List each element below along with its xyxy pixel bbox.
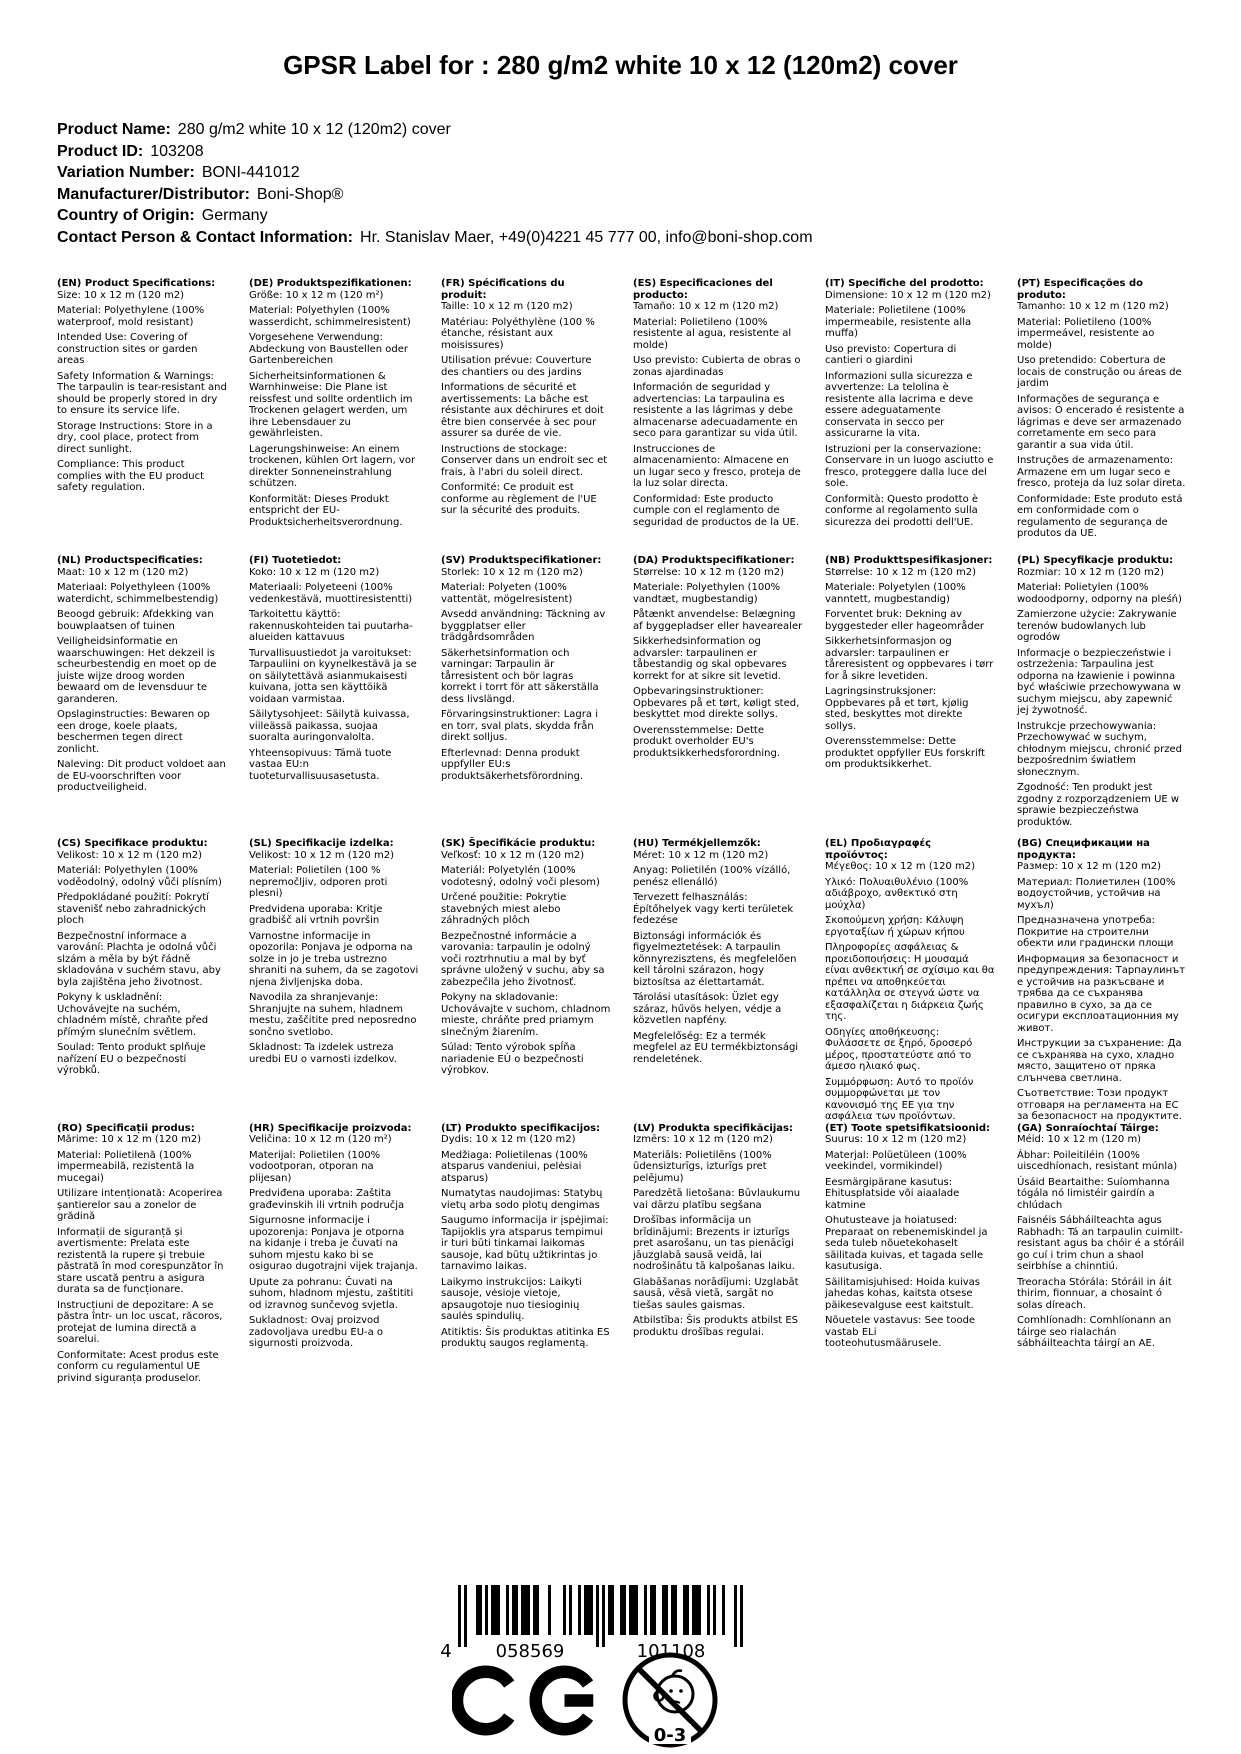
spec-paragraph: Paredzētā lietošana: Būvlaukumu vai dārzu platību segšana: [633, 1188, 801, 1211]
spec-paragraph: Méid: 10 x 12 m (120 m): [1017, 1134, 1142, 1145]
info-value: BONI-441012: [201, 164, 300, 181]
spec-paragraph: Velikost: 10 x 12 m (120 m2): [249, 849, 394, 861]
spec-paragraph: Tamaño: 10 x 12 m (120 m2): [633, 301, 779, 312]
info-label: Variation Number:: [57, 164, 195, 181]
spec-paragraph: Съответствие: Този продукт отговаря на регламента на ЕС за безопасност на продуктите.: [1017, 1088, 1182, 1122]
spec-paragraph: Matériau: Polyéthylène (100 % étanche, résistant aux moisissures): [441, 316, 595, 351]
spec-paragraph: Πληροφορίες ασφάλειας & προειδοποιήσεις: Η μουσαμά είναι ανθεκτική σε σχίσιμο και θα πρέπει να αποθηκεύεται κατάλληλα σε στεγνά ώστε να εξασφαλίζεται η διάρκεια ζωής της.: [825, 942, 995, 1022]
spec-paragraph: Zamierzone użycie: Zakrywanie terenów budowlanych lub ogrodów: [1017, 609, 1177, 643]
language-block-header: (SK) Špecifikácie produktu:: [441, 838, 596, 849]
spec-paragraph: Tervezett felhasználás: Építőhelyek vagy kerti területek fedezése: [633, 892, 794, 926]
spec-paragraph: Ohutusteave ja hoiatused: Preparaat on rebenemiskindel ja seda tuleb nõuetekohaselt säilitada kuivas, et tagada selle kasutusiga.: [825, 1215, 988, 1272]
spec-paragraph: Taille: 10 x 12 m (120 m2): [441, 301, 573, 312]
info-line: [57, 141, 1201, 163]
spec-paragraph: Material: Polietileno (100% resistente al agua, resistente al molde): [633, 316, 792, 351]
spec-paragraph: Beoogd gebruik: Afdekking van bouwplaatsen of tuinen: [57, 609, 214, 632]
age-warning-0-3-icon: [620, 1648, 720, 1752]
spec-paragraph: Materiale: Polyethylen (100% vandtæt, mugbestandig): [633, 582, 781, 605]
age-warning-label: 0-3: [653, 1725, 687, 1746]
spec-paragraph: Overensstemmelse: Dette produkt overholder EU's produktsikkerhedsforordning.: [633, 724, 781, 759]
language-block-es: [633, 278, 803, 555]
language-block-header: (HU) Termékjellemzők:: [633, 838, 761, 849]
spec-paragraph: Materjal: Polüetüleen (100% veekindel, vormikindel): [825, 1149, 967, 1172]
spec-paragraph: Informations de sécurité et avertissements: La bâche est résistante aux déchirures et doit être bien conservée à sec pour assurer sa durée de vie.: [441, 382, 604, 439]
spec-paragraph: Conformitate: Acest produs este conform cu regulamentul UE privind siguranța produselor.: [57, 1349, 219, 1384]
spec-paragraph: Materiale: Polietilene (100% impermeabile, resistente alla muffa): [825, 305, 972, 339]
language-block-pt: [1017, 278, 1187, 555]
spec-paragraph: Materiál: Polyetylén (100% vodotesný, odolný voči plesom): [441, 865, 600, 888]
spec-paragraph: Förvaringsinstruktioner: Lagra i en torr, sval plats, skydda från direkt solljus.: [441, 709, 598, 743]
spec-paragraph: Tarkoitettu käyttö: rakennuskohteiden tai puutarha-alueiden kattavuus: [249, 609, 413, 643]
spec-paragraph: Säilitamisjuhised: Hoida kuivas jahedas kohas, kaitsta otsese päikesevalguse eest kaitstult.: [825, 1276, 981, 1311]
spec-paragraph: Efterlevnad: Denna produkt uppfyller EU:s produktsäkerhetsförordning.: [441, 747, 584, 782]
spec-paragraph: Overensstemmelse: Dette produktet oppfyller EUs forskrift om produktsikkerhet.: [825, 736, 986, 770]
language-block-it: [825, 278, 995, 555]
spec-paragraph: Safety Information & Warnings: The tarpaulin is tear-resistant and should be properly stored in dry to ensure its service life.: [57, 370, 227, 416]
spec-paragraph: Atbilstība: Šis produkts atbilst ES produktu drošības regulai.: [633, 1315, 799, 1338]
spec-paragraph: Sicherheitsinformationen & Warnhinweise: Die Plane ist reissfest und sollte ordentlich im Trockenen gelagert werden, um ihre Lebensdauer zu gewährleisten.: [249, 370, 413, 439]
spec-paragraph: Materiale: Polyetylen (100% vanntett, mugbestandig): [825, 582, 966, 605]
language-block-bg: [1017, 838, 1187, 1123]
info-line: [57, 119, 1201, 141]
language-block-header: (DA) Produktspecifikationer:: [633, 555, 795, 566]
language-block-header: (PT) Especificações do produto:: [1017, 278, 1143, 301]
spec-paragraph: Veiligheidsinformatie en waarschuwingen: Het dekzeil is scheurbestendig en moet op de juiste wijze droog worden bewaard om de levensduur te garanderen.: [57, 636, 217, 705]
info-label: Product Name:: [57, 121, 171, 138]
spec-paragraph: Säilytysohjeet: Säilytä kuivassa, viileässä paikassa, suojaa suoralta auringonvalolta.: [249, 709, 410, 743]
spec-paragraph: Størrelse: 10 x 12 m (120 m2): [825, 566, 977, 578]
info-line: [57, 205, 1201, 227]
language-block-de: [249, 278, 419, 555]
spec-paragraph: Yhteensopivuus: Tämä tuote vastaa EU:n tuoteturvallisuusasetusta.: [249, 747, 392, 782]
spec-paragraph: Turvallisuustiedot ja varoitukset: Tarpauliini on kyynelkestävä ja se on säilytettävä asianmukaisesti kuivana, jotta sen käyttöikä voidaan varmistaa.: [249, 647, 417, 705]
language-block-pl: [1017, 555, 1187, 838]
language-block-el: [825, 838, 995, 1123]
spec-paragraph: Upute za pohranu: Čuvati na suhom, hladnom mjestu, zaštititi od izravnog sunčevog svjetla.: [249, 1276, 414, 1311]
spec-paragraph: Påtænkt anvendelse: Belægning af byggepladser eller havearealer: [633, 609, 803, 632]
info-value: Boni-Shop®: [256, 185, 344, 203]
spec-paragraph: Instructions de stockage: Conserver dans un endroit sec et frais, à l'abri du soleil direct.: [441, 443, 608, 478]
info-label: Manufacturer/Distributor:: [57, 185, 250, 203]
spec-paragraph: Utilisation prévue: Couverture des chantiers ou des jardins: [441, 355, 592, 378]
language-block-header: (LV) Produkta specifikācijas:: [633, 1122, 793, 1134]
language-block-sk: [441, 838, 611, 1123]
spec-paragraph: Navodila za shranjevanje: Shranjujte na suhem, hladnem mestu, zaščitite pred neposredno sončno svetlobo.: [249, 992, 417, 1038]
spec-paragraph: Laikymo instrukcijos: Laikyti sausoje, vėsioje vietoje, apsaugotoje nuo tiesioginių saulės spindulių.: [441, 1276, 582, 1322]
spec-paragraph: Material: Polyeten (100% vattentät, mögelresistent): [441, 582, 573, 605]
info-value: Germany: [201, 207, 268, 224]
language-block-header: (PL) Specyfikacje produktu:: [1017, 555, 1174, 566]
spec-paragraph: Utilizare intenționată: Acoperirea șantierelor sau a zonelor de grădină: [57, 1188, 223, 1222]
info-label: Product ID:: [57, 142, 144, 160]
language-block-lv: [633, 1123, 803, 1385]
spec-paragraph: Material: Polietilenă (100% impermeabilă, rezistentă la mucegai): [57, 1149, 195, 1184]
language-block-et: [825, 1123, 995, 1385]
spec-paragraph: Súlad: Tento výrobok spĺňa nariadenie EÚ o bezpečnosti výrobkov.: [441, 1042, 584, 1076]
spec-paragraph: Материал: Полиетилен (100% водоустойчив, устойчив на мухъл): [1017, 876, 1176, 911]
page-title: GPSR Label for : 280 g/m2 white 10 x 12 (120m2) cover: [283, 50, 958, 80]
language-block-lt: [441, 1123, 611, 1385]
spec-paragraph: Materijal: Polietilen (100% vodootporan, otporan na plijesan): [249, 1149, 381, 1184]
spec-paragraph: Tamanho: 10 x 12 m (120 m2): [1017, 301, 1169, 312]
spec-paragraph: Conformidad: Este producto cumple con el reglamento de seguridad de productos de la UE.: [633, 493, 800, 528]
language-block-header: (ET) Toote spetsifikatsioonid:: [825, 1122, 991, 1134]
language-block-sv: [441, 555, 611, 838]
spec-paragraph: Numatytas naudojimas: Statybų vietų arba sodo plotų dengimas: [441, 1188, 603, 1211]
language-block-header: (LT) Produkto specifikacijos:: [441, 1122, 601, 1134]
spec-paragraph: Instrukcje przechowywania: Przechowywać w suchym, chłodnym miejscu, chronić przed bezpośrednim światłem słonecznym.: [1017, 720, 1183, 778]
language-block-header: (FI) Tuotetiedot:: [249, 555, 342, 566]
language-block-nl: [57, 555, 227, 838]
spec-paragraph: Úsáid Beartaithe: Suíomhanna tógála nó limistéir gairdín a chlúdach: [1017, 1176, 1170, 1211]
spec-paragraph: Storlek: 10 x 12 m (120 m2): [441, 566, 583, 578]
spec-paragraph: Material: Polietileno (100% impermeável, resistente ao molde): [1017, 316, 1155, 351]
spec-paragraph: Megfelelőség: Ez a termék megfelel az EU termékbiztonsági rendeletének.: [633, 1030, 799, 1065]
spec-paragraph: Istruzioni per la conservazione: Conservare in un luogo asciutto e fresco, proteggere dalla luce del sole.: [825, 443, 994, 489]
spec-paragraph: Bezpečnostní informace a varování: Plachta je odolná vůči slzám a měla by být řádně skladována v suchém stavu, aby byla zajištěna jeho životnost.: [57, 930, 221, 988]
language-blocks-grid: [57, 278, 1187, 1384]
spec-paragraph: Informações de segurança e avisos: O encerado é resistente a lágrimas e deve ser armazenado corretamente em seco para garantir a sua vida útil.: [1017, 393, 1185, 451]
spec-paragraph: Skladnost: Ta izdelek ustreza uredbi EU o varnosti izdelkov.: [249, 1042, 397, 1065]
spec-paragraph: Информация за безопасност и предупреждения: Тарпаулинът е устойчив на разкъсване и трябва да се съхранява правилно в сухо, за да се осигури експлоатационния му живот.: [1017, 953, 1186, 1034]
spec-paragraph: Treoracha Stórála: Stóráil in áit thirim, fionnuar, a chosaint ó solas díreach.: [1017, 1276, 1172, 1311]
language-block-header: (HR) Specifikacije proizvoda:: [249, 1122, 412, 1134]
spec-paragraph: Säkerhetsinformation och varningar: Tarpaulin är tårresistent och bör lagras korrekt i torrt för att säkerställa dess livslängd.: [441, 647, 599, 705]
spec-paragraph: Avsedd användning: Täckning av byggplatser eller trädgårdsområden: [441, 609, 606, 643]
spec-paragraph: Predviđena uporaba: Zaštita građevinskih ili vrtnih područja: [249, 1188, 405, 1211]
spec-paragraph: Предназначена употреба: Покритие на строителни обекти или градински площи: [1017, 915, 1174, 949]
spec-paragraph: Velikost: 10 x 12 m (120 m2): [57, 849, 202, 861]
spec-paragraph: Eesmärgipärane kasutus: Ehitusplatside või aiaalade katmine: [825, 1176, 960, 1211]
spec-paragraph: Tárolási utasítások: Üzlet egy száraz, hűvös helyen, védje a közvetlen napfény.: [633, 992, 782, 1026]
ce-mark-icon: [452, 1663, 602, 1738]
spec-paragraph: Bezpečnostné informácie a varovania: tarpaulin je odolný voči roztrhnutiu a mal by byť správne uložený v suchu, aby sa zabezpečila jeho životnosť.: [441, 930, 605, 988]
spec-paragraph: Инструкции за съхранение: Да се съхранява на сухо, хладно място, защитено от пряка слънчева светлина.: [1017, 1038, 1182, 1084]
language-block-header: (EN) Product Specifications:: [57, 278, 216, 289]
spec-paragraph: Υλικό: Πολυαιθυλένιο (100% αδιάβροχο, ανθεκτικό στη μούχλα): [825, 876, 969, 911]
spec-paragraph: Drošības informācija un brīdinājumi: Brezents ir izturīgs pret asarošanu, un tas pienācīgi jāuzglabā sausā veidā, lai nodrošinātu tā kalpošanas laiku.: [633, 1215, 795, 1272]
language-block-header: (SV) Produktspecifikationer:: [441, 555, 602, 566]
spec-paragraph: Medžiaga: Polietilenas (100% atsparus vandeniui, pelėsiai atsparus): [441, 1149, 588, 1184]
barcode-digits-left: 058569: [495, 1641, 565, 1662]
language-block-en: [57, 278, 227, 555]
barcode-digits-right: 101108: [636, 1641, 706, 1662]
spec-paragraph: Biztonsági információk és figyelmeztetések: A tarpaulin könnyrezisztens, és megfelelően kell tárolni szárazon, hogy biztosítsa az élettartamát.: [633, 930, 797, 988]
spec-paragraph: Størrelse: 10 x 12 m (120 m2): [633, 566, 785, 578]
spec-paragraph: Material: Polietilen (100 % nepremočljiv, odporen proti plesni): [249, 865, 388, 899]
barcode-bars: [458, 1585, 743, 1647]
spec-paragraph: Lagringsinstruksjoner: Oppbevares på et tørt, kjølig sted, beskyttes mot direkte sollys.: [825, 686, 969, 732]
info-value: Hr. Stanislav Maer, +49(0)4221 45 777 00, info@boni-shop.com: [360, 228, 813, 246]
spec-paragraph: Conformità: Questo prodotto è conforme al regolamento sulla sicurezza dei prodotti dell'UE.: [825, 493, 979, 528]
spec-paragraph: Ábhar: Poileitiléin (100% uiscedhíonach, resistant múnla): [1017, 1149, 1178, 1172]
spec-paragraph: Opslaginstructies: Bewaren op een droge, koele plaats, beschermen tegen direct zonlicht.: [57, 709, 210, 755]
spec-paragraph: Conformité: Ce produit est conforme au règlement de l'UE sur la sécurité des produits.: [441, 482, 597, 516]
spec-paragraph: Predvidena uporaba: Kritje gradbišč ali vrtnih površin: [249, 903, 383, 926]
spec-paragraph: Size: 10 x 12 m (120 m2): [57, 289, 185, 301]
spec-paragraph: Předpokládané použití: Pokrytí stavenišť nebo zahradnických ploch: [57, 892, 209, 926]
spec-paragraph: Pokyny k uskladnění: Uchovávejte na suchém, chladném místě, chraňte před přímým slunečním světlem.: [57, 992, 209, 1038]
language-block-header: (CS) Specifikace produktu:: [57, 838, 208, 849]
spec-paragraph: Materiāls: Polietilēns (100% ūdensizturīgs, izturīgs pret pelējumu): [633, 1149, 772, 1184]
language-block-header: (FR) Spécifications du produit:: [441, 278, 565, 301]
spec-paragraph: Materiał: Polietylen (100% wodoodporny, odporny na pleśń): [1017, 582, 1182, 605]
spec-paragraph: Veličina: 10 x 12 m (120 m²): [249, 1134, 392, 1145]
language-block-sl: [249, 838, 419, 1123]
spec-paragraph: Soulad: Tento produkt splňuje nařízení EU o bezpečnosti výrobků.: [57, 1042, 206, 1076]
language-block-hr: [249, 1123, 419, 1385]
spec-paragraph: Mărime: 10 x 12 m (120 m2): [57, 1134, 202, 1145]
spec-paragraph: Información de seguridad y advertencias: La tarpaulina es resistente a las lágrimas y debe almacenarse adecuadamente en seco para garantizar su vida útil.: [633, 382, 798, 439]
spec-paragraph: Určené použitie: Pokrytie stavebných miest alebo záhradných plôch: [441, 892, 567, 926]
spec-paragraph: Naleving: Dit product voldoet aan de EU-voorschriften voor productveiligheid.: [57, 759, 226, 793]
spec-paragraph: Zgodność: Ten produkt jest zgodny z rozporządzeniem UE w sprawie bezpieczeństwa produktów.: [1017, 782, 1180, 828]
spec-paragraph: Instrucțiuni de depozitare: A se păstra într- un loc uscat, răcoros, protejat de lumina directă a soarelui.: [57, 1299, 223, 1345]
spec-paragraph: Veľkosť: 10 x 12 m (120 m2): [441, 849, 585, 861]
spec-paragraph: Anyag: Polietilén (100% vízálló, penész ellenálló): [633, 865, 791, 888]
spec-paragraph: Informazioni sulla sicurezza e avvertenze: La telolina è resistente alla lacrima e deve essere adeguatamente conservata in secco per assicurarne la vita.: [825, 370, 974, 439]
language-block-hu: [633, 838, 803, 1123]
info-label: Country of Origin:: [57, 207, 195, 224]
barcode-digit-first: 4: [440, 1641, 452, 1662]
info-label: Contact Person & Contact Information:: [57, 228, 354, 246]
spec-paragraph: Informacje o bezpieczeństwie i ostrzeżenia: Tarpaulina jest odporna na łzawienie i powinna być właściwie przechowywana w suchym miejscu, aby zapewnić jej żywotność.: [1017, 647, 1181, 716]
spec-paragraph: Uso previsto: Cubierta de obras o zonas ajardinadas: [633, 355, 801, 378]
product-info: [57, 119, 1201, 248]
language-block-cs: [57, 838, 227, 1123]
info-value: 280 g/m2 white 10 x 12 (120m2) cover: [177, 121, 451, 138]
spec-paragraph: Sikkerhedsinformation og advarsler: tarpaulinen er tåbestandig og skal opbevares korrekt for at sikre sit levetid.: [633, 636, 787, 682]
spec-paragraph: Instrucciones de almacenamiento: Almacene en un lugar seco y fresco, proteja de la luz solar directa.: [633, 443, 801, 489]
spec-paragraph: Koko: 10 x 12 m (120 m2): [249, 566, 380, 578]
spec-paragraph: Informații de siguranță și avertismente: Prelata este rezistentă la rupere și trebuie păstrată în mod corespunzător în stare uscată pentru a asigura durata sa de funcționare.: [57, 1226, 224, 1295]
spec-paragraph: Größe: 10 x 12 m (120 m²): [249, 289, 384, 301]
language-block-da: [633, 555, 803, 838]
language-block-header: (BG) Спецификации на продукта:: [1017, 838, 1150, 861]
spec-paragraph: Sikkerhetsinformasjon og advarsler: tarpaulinen er tåreresistent og oppbevares i tørr for å sikre levetiden.: [825, 636, 994, 682]
spec-paragraph: Material: Polyethylen (100% wasserdicht, schimmelresistent): [249, 305, 411, 328]
spec-paragraph: Saugumo informacija ir įspėjimai: Tapijoklis yra atsparus tempimui ir turi būti tinkamai laikomas sausoje, kad būtų užtikrintas jo tarnavimo laikas.: [441, 1215, 609, 1272]
language-block-fr: [441, 278, 611, 555]
language-block-header: (ES) Especificaciones del producto:: [633, 278, 773, 301]
info-value: 103208: [150, 142, 204, 160]
info-line: [57, 227, 1201, 249]
spec-paragraph: Sukladnost: Ovaj proizvod zadovoljava uredbu EU-a o sigurnosti proizvoda.: [249, 1315, 384, 1349]
spec-paragraph: Intended Use: Covering of construction sites or garden areas: [57, 332, 198, 366]
spec-paragraph: Compliance: This product complies with the EU product safety regulation.: [57, 459, 205, 493]
spec-paragraph: Uso previsto: Copertura di cantieri o giardini: [825, 343, 957, 366]
spec-paragraph: Pokyny na skladovanie: Uchovávajte v suchom, chladnom mieste, chráňte pred priamym slnečným žiarením.: [441, 992, 611, 1038]
language-block-header: (GA) Sonraíochtaí Táirge:: [1017, 1122, 1159, 1134]
spec-paragraph: Material: Polyethylene (100% waterproof, mold resistant): [57, 305, 205, 328]
spec-paragraph: Konformität: Dieses Produkt entspricht der EU-Produktsicherheitsverordnung.: [249, 493, 403, 528]
language-block-header: (SL) Specifikacije izdelka:: [249, 838, 394, 849]
spec-paragraph: Οδηγίες αποθήκευσης: Φυλάσσετε σε ξηρό, δροσερό μέρος, προστατεύστε από το άμεσο ηλιακό φως.: [825, 1026, 973, 1072]
spec-paragraph: Μέγεθος: 10 x 12 m (120 m2): [825, 861, 976, 872]
language-block-ga: [1017, 1123, 1187, 1385]
spec-paragraph: Dimensione: 10 x 12 m (120 m2): [825, 289, 991, 301]
info-line: [57, 184, 1201, 206]
spec-paragraph: Materiál: Polyethylen (100% voděodolný, odolný vůči plísním): [57, 865, 222, 888]
language-block-header: (IT) Specifiche del prodotto:: [825, 278, 984, 289]
info-line: [57, 162, 1201, 184]
spec-paragraph: Lagerungshinweise: An einem trockenen, kühlen Ort lagern, vor direkter Sonneneinstrahlung schützen.: [249, 443, 416, 489]
spec-paragraph: Suurus: 10 x 12 m (120 m2): [825, 1134, 967, 1145]
language-block-header: (DE) Produktspezifikationen:: [249, 278, 412, 289]
language-block-header: (RO) Specificații produs:: [57, 1122, 195, 1134]
language-block-fi: [249, 555, 419, 838]
spec-paragraph: Materiaali: Polyeteeni (100% vedenkestävä, muottiresistentti): [249, 582, 413, 605]
language-block-header: (NL) Productspecificaties:: [57, 555, 203, 566]
spec-paragraph: Atitiktis: Šis produktas atitinka ES produktų saugos reglamentą.: [441, 1326, 610, 1349]
spec-paragraph: Izmērs: 10 x 12 m (120 m2): [633, 1134, 773, 1145]
spec-paragraph: Materiaal: Polyethyleen (100% waterdicht, schimmelbestendig): [57, 582, 219, 605]
spec-paragraph: Forventet bruk: Dekning av byggesteder eller hageområder: [825, 609, 985, 632]
language-block-ro: [57, 1123, 227, 1385]
spec-paragraph: Opbevaringsinstruktioner: Opbevares på et tørt, køligt sted, beskyttet mod direkte sollys.: [633, 686, 800, 720]
spec-paragraph: Storage Instructions: Store in a dry, cool place, protect from direct sunlight.: [57, 420, 213, 455]
language-block-nb: [825, 555, 995, 838]
spec-paragraph: Maat: 10 x 12 m (120 m2): [57, 566, 189, 578]
spec-paragraph: Nõuetele vastavus: See toode vastab ELi tooteohutusmäärusele.: [825, 1315, 976, 1349]
spec-paragraph: Faisnéis Sábháilteachta agus Rabhadh: Tá an tarpaulin cuimilt-resistant agus ba chóir é a stóráil go cuí i trim chun a shaol seirbhíse a chinntiú.: [1017, 1215, 1185, 1272]
spec-paragraph: Vorgesehene Verwendung: Abdeckung von Baustellen oder Gartenbereichen: [249, 332, 408, 366]
spec-paragraph: Sigurnosne informacije i upozorenja: Ponjava je otporna na kidanje i treba je čuvati na suhom mjestu kako bi se osigurao dugotrajni vijek trajanja.: [249, 1215, 418, 1272]
spec-paragraph: Comhlíonadh: Comhlíonann an táirge seo rialachán sábháilteachta táirgí an AE.: [1017, 1315, 1172, 1349]
spec-paragraph: Instruções de armazenamento: Armazene em um lugar seco e fresco, proteja da luz solar direta.: [1017, 455, 1186, 489]
spec-paragraph: Συμμόρφωση: Αυτό το προϊόν συμμορφώνεται με τον κανονισμό της ΕΕ για την ασφάλεια των προϊόντων.: [825, 1076, 974, 1122]
spec-paragraph: Dydis: 10 x 12 m (120 m2): [441, 1134, 576, 1145]
spec-paragraph: Σκοπούμενη χρήση: Κάλυψη εργοταξίων ή χώρων κήπου: [825, 915, 965, 938]
language-block-header: (EL) Προδιαγραφές προϊόντος:: [825, 838, 932, 861]
spec-paragraph: Méret: 10 x 12 m (120 m2): [633, 849, 769, 861]
spec-paragraph: Varnostne informacije in opozorila: Ponjava je odporna na solze in jo je treba ustrezno shraniti na suhem, da se zagotovi njena življenjska doba.: [249, 930, 419, 988]
language-block-header: (NB) Produkttspesifikasjoner:: [825, 555, 993, 566]
spec-paragraph: Uso pretendido: Cobertura de locais de construção ou áreas de jardim: [1017, 355, 1182, 389]
spec-paragraph: Conformidade: Este produto está em conformidade com o regulamento de segurança de produtos da UE.: [1017, 493, 1183, 539]
spec-paragraph: Rozmiar: 10 x 12 m (120 m2): [1017, 566, 1164, 578]
spec-paragraph: Размер: 10 x 12 m (120 m2): [1017, 861, 1162, 872]
spec-paragraph: Glabāšanas norādījumi: Uzglabāt sausā, vēsā vietā, sargāt no tiešas saules gaismas.: [633, 1276, 799, 1311]
